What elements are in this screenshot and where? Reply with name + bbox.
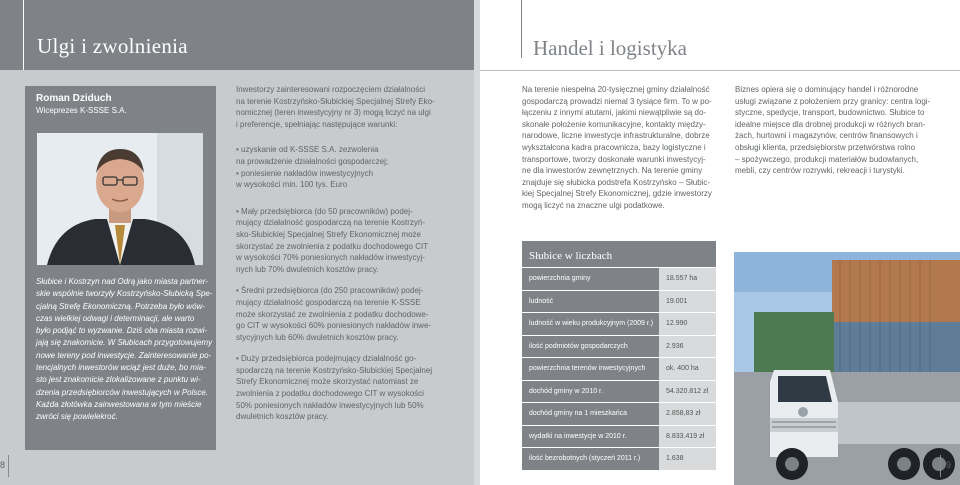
conditions-column — [236, 84, 436, 423]
text-line: – spożywczego, produkcji materiałów budowlanych, — [735, 154, 919, 164]
stats-table — [522, 241, 716, 470]
person-name: Roman Dziduch — [36, 93, 112, 104]
text-line: może skorzystać ze zwolnienia z podatku dochodowe- — [236, 309, 429, 319]
text-line: obsługi klienta, przedsiębiorstw przetwórstwa rolno — [735, 142, 916, 152]
stats-row — [522, 402, 716, 425]
intro-column-right — [522, 84, 722, 212]
small-enterprise-paragraph — [236, 206, 436, 276]
text-line: idealne miejsce dla drobnej produkcji w różnych bran- — [735, 119, 926, 129]
stats-label: dochód gminy na 1 mieszkańca — [522, 403, 659, 425]
text-line: styczne, spedycje, transport, budownictwo. Słubice to — [735, 108, 925, 118]
stats-value: 2.858,83 zł — [659, 403, 716, 425]
text-line: kiej Specjalnej Strefy Ekonomicznej, gdzie inwestorzy — [522, 189, 712, 199]
text-line: usługi związane z położeniem przy granicy: centra logi- — [735, 96, 931, 106]
page-number-rule-left — [8, 455, 9, 477]
text-line: • Średni przedsiębiorca (do 250 pracowników) podej- — [236, 286, 424, 296]
stats-value: 18.557 ha — [659, 268, 716, 290]
conditions-list — [236, 144, 436, 190]
quote-line: cjalną Strefę Ekonomiczną. Potrzeba było wów- — [36, 301, 205, 311]
stats-row — [522, 312, 716, 335]
stats-row — [522, 447, 716, 470]
condition-line: w wysokości min. 100 tys. Euro — [236, 180, 348, 190]
text-line: nych lub 70% dwuletnich kosztów pracy. — [236, 264, 379, 274]
stats-value: 8.833.419 zł — [659, 426, 716, 448]
stats-label: ludność w wieku produkcyjnym (2009 r.) — [522, 313, 659, 335]
quote-text — [36, 276, 213, 424]
stats-row — [522, 425, 716, 448]
text-line: • Duży przedsiębiorca podejmujący działalność go- — [236, 354, 417, 364]
page-number-left: 8 — [0, 460, 6, 470]
stats-label: powierzchnia gminy — [522, 268, 659, 290]
text-line: mujący działalność gospodarczą na terenie Kostrzyń- — [236, 218, 425, 228]
header-rule — [23, 0, 24, 70]
text-line: i preferencje, spełniając następujące warunki: — [236, 119, 398, 129]
truck-image — [734, 252, 960, 485]
stats-value: 19.001 — [659, 291, 716, 313]
stats-row — [522, 290, 716, 313]
medium-enterprise-paragraph — [236, 285, 436, 343]
stats-row — [522, 267, 716, 290]
stats-label: dochód gminy w 2010 r. — [522, 381, 659, 403]
text-line: żach, hurtowni i magazynów, centrów finansowych i — [735, 131, 918, 141]
quote-line: skie wspólnie tworzyły Kostrzyńsko-Słubicką Spe- — [36, 289, 213, 299]
text-line: Strefy Ekonomicznej może skorzystać natomiast ze — [236, 377, 419, 387]
text-line: • Mały przedsiębiorca (do 50 pracowników) podej- — [236, 206, 413, 216]
text-line: sko-Słubickiej Specjalnej Strefy Ekonomicznej może — [236, 229, 421, 239]
text-line: w wysokości 70% poniesionych nakładów inwestycyj- — [236, 253, 425, 263]
text-line: skonałe położenie komunikacyjne, kontakty między- — [522, 119, 706, 129]
stats-label: ilość podmiotów gospodarczych — [522, 336, 659, 358]
person-role: Wiceprezes K-SSSE S.A. — [36, 106, 127, 115]
stats-value: 12.990 — [659, 313, 716, 335]
condition-line: • uzyskanie od K-SSSE S.A. zezwolenia — [236, 145, 379, 155]
stats-label: ludność — [522, 291, 659, 313]
stats-label: ilość bezrobotnych (styczeń 2011 r.) — [522, 448, 659, 470]
stats-row — [522, 335, 716, 358]
quote-line: było podjąć to wyzwanie. Dziś oba miasta rozwi- — [36, 326, 208, 336]
truck-photo — [734, 252, 960, 485]
title-underline — [480, 70, 960, 71]
quote-line: dzenia przedsiębiorców inwestujących w Polsce. — [36, 387, 209, 397]
stats-label: wydatki na inwestycje w 2010 r. — [522, 426, 659, 448]
page-number-rule-right — [940, 455, 941, 477]
portrait-image — [37, 133, 203, 265]
text-line: transportowe, tworzy doskonałe warunki inwestycyj- — [522, 154, 706, 164]
quote-line: sto jest znakomicie zlokalizowane z punktu wi- — [36, 375, 201, 385]
page-number-right: 9 — [946, 460, 952, 470]
page-gutter — [474, 0, 480, 485]
text-line: mujący działalność gospodarczą na terenie K-SSSE — [236, 297, 421, 307]
text-line: mebli, czy centrów rozrywki, rekreacji i turystyki. — [735, 166, 905, 176]
text-line: łączeniu z innymi atutami, jakimi niewątpliwie są do- — [522, 108, 707, 118]
stats-value: 54.320.812 zł — [659, 381, 716, 403]
quote-line: nowe tereny pod inwestycje. Zainteresowanie po- — [36, 350, 212, 360]
business-column — [735, 84, 935, 177]
text-line: Na terenie niespełna 20-tysięcznej gminy działalność — [522, 85, 710, 94]
condition-line: na prowadzenie działalności gospodarczej; — [236, 156, 389, 166]
stats-label: powierzchnia terenów inwestycyjnych — [522, 358, 659, 380]
intro-paragraph — [236, 84, 436, 130]
text-line: mogą liczyć na znaczne ulgi podatkowe. — [522, 200, 665, 210]
text-line: wykształcona kadra pracownicza, bazy logistyczne i — [522, 142, 706, 152]
page-title: Ulgi i zwolnienia — [37, 34, 188, 58]
text-line: Biznes opiera się o dominujący handel i różnorodne — [735, 85, 919, 94]
person-photo — [37, 133, 203, 265]
condition-line: • poniesienie nakładów inwestycyjnych — [236, 168, 374, 178]
text-line: znajduje się słubicka podstrefa Kostrzyńsko – Słubic- — [522, 177, 711, 187]
text-line: ne dla inwestorów zewnętrznych. Na terenie gminy — [522, 166, 703, 176]
text-line: gospodarczą prowadzi niemal 3 tysiące firm. To w po- — [522, 96, 712, 106]
quote-line: Słubice i Kostrzyn nad Odrą jako miasta partner- — [36, 277, 208, 286]
text-line: dwuletnich kosztów pracy. — [236, 412, 329, 422]
stats-row — [522, 357, 716, 380]
stats-value: 1.638 — [659, 448, 716, 470]
stats-value: ok. 400 ha — [659, 358, 716, 380]
header-rule-right — [521, 0, 522, 58]
text-line: skorzystać ze zwolnienia z podatku dochodowego CIT — [236, 241, 429, 251]
text-line: 50% poniesionych nakładów inwestycyjnych lub 50% — [236, 400, 424, 410]
large-enterprise-paragraph — [236, 353, 436, 423]
quote-line: tencjalnych inwestorów wciąż jest duże, bo mia- — [36, 363, 206, 373]
text-line: narodowe, liczne inwestycje infrastrukturalne, dobrze — [522, 131, 710, 141]
stats-value: 2.936 — [659, 336, 716, 358]
text-line: go CIT w wysokości 60% poniesionych nakładów inwe- — [236, 321, 432, 331]
page-title-right: Handel i logistyka — [533, 36, 687, 60]
text-line: zwolnienia z podatku dochodowego CIT w wysokości — [236, 389, 424, 399]
quote-line: Każda złotówka zainwestowana w tym mieście — [36, 399, 202, 409]
stats-row — [522, 380, 716, 403]
text-line: spodarczą na terenie Kostrzyńsko-Słubickiej Specjalnej — [236, 365, 433, 375]
text-line: na terenie Kostrzyńsko-Słubickiej Specjalnej Strefy Eko- — [236, 96, 435, 106]
quote-line: czas wielkiej odwagi i determinacji, ale warto — [36, 313, 195, 323]
text-line: Inwestorzy zainteresowani rozpoczęciem działalności — [236, 85, 425, 94]
stats-heading: Słubice w liczbach — [522, 241, 716, 267]
quote-line: zwróci się powielekroć. — [36, 412, 118, 422]
text-line: stycyjnych lub 60% dwuletnich kosztów pracy. — [236, 332, 399, 342]
text-line: nomicznej (teren inwestycyjny nr 3) mogą liczyć na ulgi — [236, 108, 431, 118]
quote-line: jają się znakomicie. W Słubicach przygotowujemy — [36, 338, 213, 348]
